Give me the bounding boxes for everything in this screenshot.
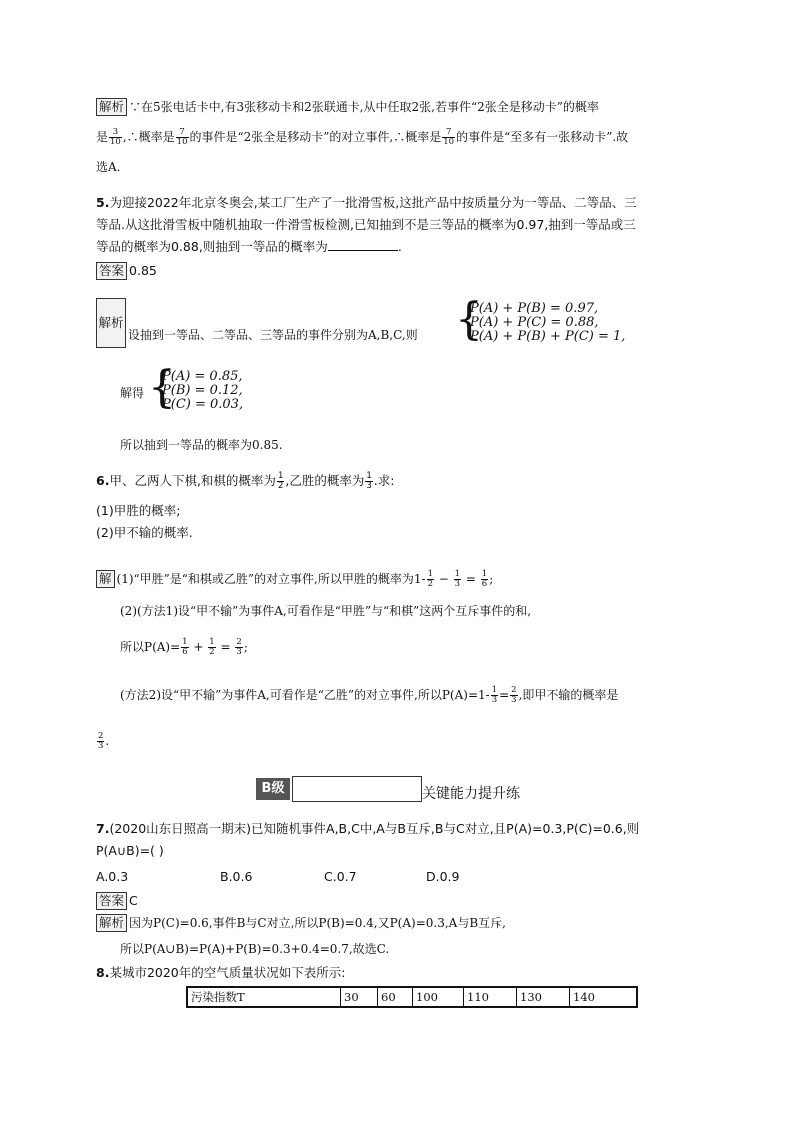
text: + bbox=[189, 640, 208, 654]
section-badge: B级 bbox=[256, 778, 290, 800]
q6-solution-3-end bbox=[96, 732, 109, 751]
options bbox=[96, 866, 696, 888]
text: ,乙胜的概率为 bbox=[285, 473, 365, 488]
equation-system bbox=[162, 370, 243, 412]
analysis-tag: 解析 bbox=[96, 298, 126, 348]
fraction: $\frac{1}{6}$ bbox=[481, 569, 488, 589]
q5-solve bbox=[120, 362, 420, 420]
table-row bbox=[187, 987, 637, 1007]
text: 甲、乙两人下棋,和棋的概率为 bbox=[109, 473, 276, 488]
question-5 bbox=[96, 192, 696, 282]
equation-system bbox=[470, 302, 625, 344]
equation: P(A) + P(B) + P(C) = 1, bbox=[470, 329, 626, 344]
fraction: $\frac{1}{2}$ bbox=[209, 637, 215, 657]
text: .求: bbox=[373, 473, 395, 488]
question-number: 7. bbox=[96, 821, 110, 836]
answer-tag: 答案 bbox=[96, 892, 127, 910]
q6-solution-2b bbox=[120, 636, 720, 658]
text: − bbox=[434, 572, 453, 586]
table-cell: 130 bbox=[517, 987, 570, 1007]
fraction: $\frac{1}{2}$ bbox=[427, 569, 433, 589]
table-cell: 30 bbox=[341, 987, 378, 1007]
table-header-cell: 污染指数T bbox=[187, 987, 341, 1007]
table-cell: 110 bbox=[464, 987, 517, 1007]
table-cell: 60 bbox=[378, 987, 413, 1007]
text: = bbox=[499, 688, 510, 702]
q6-solution-1 bbox=[96, 568, 696, 590]
question-6 bbox=[96, 470, 696, 544]
question-number: 6. bbox=[96, 473, 110, 488]
q6-solution-3 bbox=[120, 684, 700, 706]
table-cell: 100 bbox=[413, 987, 464, 1007]
fraction: $\frac{1}{2}$ bbox=[277, 471, 284, 491]
analysis-tag: 解析 bbox=[96, 914, 127, 932]
question-text: 为迎接2022年北京冬奥会,某工厂生产了一批滑雪板,这批产品中按质量分为一等品、二等品、三 bbox=[109, 195, 637, 210]
option-d: D.0.9 bbox=[426, 869, 460, 884]
q6-solution-2: (2)(方法1)设“甲不输”为事件A,可看作是“甲胜”与“和棋”这两个互斥事件的和, bbox=[120, 604, 532, 618]
text: . bbox=[105, 734, 110, 748]
fraction: $\frac{1}{3}$ bbox=[454, 569, 461, 589]
fraction: $\frac{1}{3}$ bbox=[366, 471, 372, 491]
fraction: $\frac{1}{3}$ bbox=[491, 685, 498, 705]
answer-blank bbox=[328, 238, 398, 251]
fraction: $\frac{3}{10}$ bbox=[110, 127, 121, 147]
text: 因为P(C)=0.6,事件B与C对立,所以P(B)=0.4,又P(A)=0.3,A与B互斥, bbox=[129, 916, 506, 930]
fraction: $\frac{2}{3}$ bbox=[511, 685, 517, 705]
q5-analysis bbox=[96, 294, 716, 350]
analysis-lead: 设抽到一等品、二等品、三等品的事件分别为A,B,C,则 bbox=[128, 328, 418, 342]
option-b: B.0.6 bbox=[220, 869, 253, 884]
text: = bbox=[216, 640, 235, 654]
text: 所以P(A)= bbox=[120, 640, 181, 654]
analysis-tag: 解析 bbox=[96, 98, 127, 116]
text: (方法2)设“甲不输”为事件A,可看作是“乙胜”的对立事件,所以P(A)=1- bbox=[120, 688, 490, 702]
question-7 bbox=[96, 818, 696, 912]
text: ,即甲不输的概率是 bbox=[518, 688, 619, 702]
q4-analysis-line2 bbox=[96, 126, 696, 148]
question-number: 5. bbox=[96, 195, 110, 210]
equation: P(C) = 0.03, bbox=[162, 397, 244, 412]
text: 的事件是“2张全是移动卡”的对立事件,∴概率是 bbox=[189, 130, 442, 144]
answer-tag: 答案 bbox=[96, 262, 127, 280]
equation: P(A) + P(C) = 0.88, bbox=[470, 315, 599, 330]
question-text: 等品.从这批滑雪板中随机抽取一件滑雪板检测,已知抽到不是三等品的概率为0.97,抽到一等品或三 bbox=[96, 217, 636, 232]
solve-lead: 解得 bbox=[120, 386, 145, 400]
text: = bbox=[462, 572, 480, 586]
option-a: A.0.3 bbox=[96, 869, 129, 884]
fraction: $\frac{7}{10}$ bbox=[443, 127, 455, 147]
text: ; bbox=[243, 640, 248, 654]
question-text: (2020山东日照高一期末)已知随机事件A,B,C中,A与B互斥,B与C对立,且P(A)=0.3,P(C)=0.6,则 bbox=[109, 821, 640, 836]
question-text: P(A∪B)=( ) bbox=[96, 843, 164, 858]
sub-question-2: (2)甲不输的概率. bbox=[96, 525, 193, 540]
fraction: $\frac{2}{3}$ bbox=[236, 637, 242, 657]
sub-question-1: (1)甲胜的概率; bbox=[96, 503, 181, 518]
brace: { bbox=[148, 362, 176, 413]
answer-value: C bbox=[129, 893, 138, 908]
section-title: 关键能力提升练 bbox=[422, 786, 520, 802]
text: ; bbox=[489, 572, 494, 586]
table-cell: 140 bbox=[570, 987, 638, 1007]
text: (1)“甲胜”是“和棋或乙胜”的对立事件,所以甲胜的概率为1- bbox=[116, 572, 426, 586]
question-number: 8. bbox=[96, 965, 110, 980]
text: 的事件是“至多有一张移动卡”.故 bbox=[456, 130, 629, 144]
fraction: $\frac{2}{3}$ bbox=[98, 731, 104, 751]
q4-analysis bbox=[96, 96, 696, 178]
q4-analysis-line3: 选A. bbox=[96, 160, 121, 174]
equation: P(A) = 0.85, bbox=[162, 369, 243, 384]
brace: { bbox=[455, 294, 483, 345]
option-c: C.0.7 bbox=[324, 869, 357, 884]
question-8 bbox=[96, 962, 696, 984]
text: . bbox=[397, 239, 402, 254]
fraction: $\frac{1}{6}$ bbox=[182, 637, 188, 657]
pollution-table bbox=[186, 986, 638, 1008]
q7-analysis bbox=[96, 912, 696, 960]
text: ,∴概率是 bbox=[122, 130, 175, 144]
fraction: $\frac{7}{10}$ bbox=[176, 127, 188, 147]
q4-analysis-line1: ∵在5张电话卡中,有3张移动卡和2张联通卡,从中任取2张,若事件“2张全是移动卡”的概率 bbox=[129, 100, 599, 114]
answer-value: 0.85 bbox=[129, 263, 157, 278]
equation: P(A) + P(B) = 0.97, bbox=[470, 301, 599, 316]
text: 是 bbox=[96, 130, 109, 144]
question-text: 某城市2020年的空气质量状况如下表所示: bbox=[109, 965, 346, 980]
text: 所以P(A∪B)=P(A)+P(B)=0.3+0.4=0.7,故选C. bbox=[120, 942, 390, 956]
equation: P(B) = 0.12, bbox=[162, 383, 243, 398]
q5-conclusion: 所以抽到一等品的概率为0.85. bbox=[120, 438, 283, 452]
section-title-box bbox=[292, 776, 422, 802]
solution-tag: 解 bbox=[96, 570, 115, 588]
question-text: 等品的概率为0.88,则抽到一等品的概率为 bbox=[96, 239, 328, 254]
